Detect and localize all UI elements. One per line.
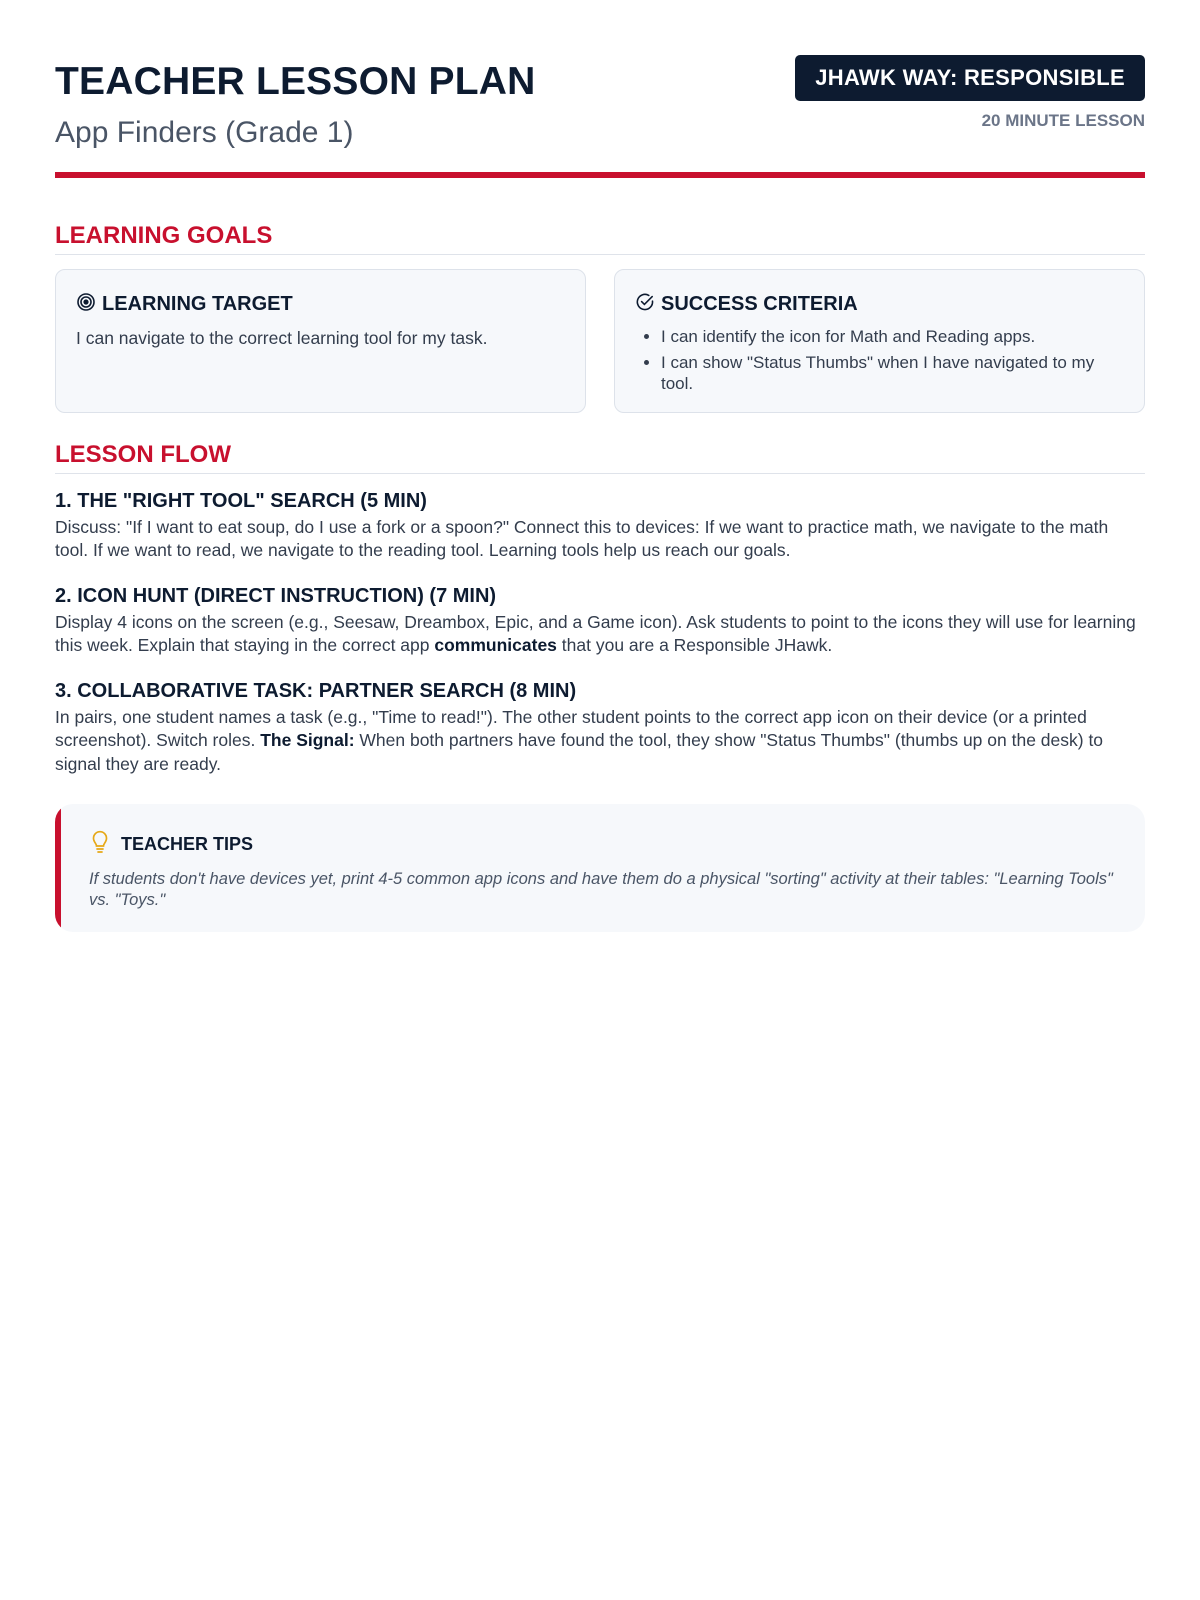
learning-goals-heading: LEARNING GOALS <box>55 222 1145 255</box>
lesson-step-2 <box>55 585 1145 658</box>
teacher-tips-title: TEACHER TIPS <box>121 833 254 854</box>
teacher-tips-text: If students don't have devices yet, print 4-5 common app icons and have them do a physical "sorting" activity at their tables: "Learning Tools" vs. "Toys." <box>89 869 1113 909</box>
teacher-tips-callout <box>55 804 1145 932</box>
success-criteria-title: SUCCESS CRITERIA <box>661 293 858 316</box>
learning-target-text: I can navigate to the correct learning tool for my task. <box>76 327 488 348</box>
step-body-text: that you are a Responsible JHawk. <box>556 635 833 656</box>
target-icon <box>76 292 96 318</box>
learning-target-card <box>55 269 586 413</box>
learning-goals-cards <box>55 269 1145 413</box>
list-item: • I can show "Status Thumbs" when I have navigated to my tool. <box>661 353 1124 394</box>
header-left <box>55 55 536 150</box>
step-body <box>55 706 1145 776</box>
step-body: Discuss: "If I want to eat soup, do I use a fork or a spoon?" Connect this to devices: If we want to practice math, we navigate to the math tool. If we want to read, we navigate to the reading tool. Learning tools help us reach our goals. <box>55 516 1109 561</box>
teacher-tips-header <box>89 830 1113 859</box>
lesson-duration: 20 MINUTE LESSON <box>981 111 1145 130</box>
step-title: 3. COLLABORATIVE TASK: PARTNER SEARCH (8 MIN) <box>55 679 577 702</box>
step-title: 1. THE "RIGHT TOOL" SEARCH (5 MIN) <box>55 489 427 512</box>
header-divider <box>55 172 1145 178</box>
learning-target-header <box>76 292 565 318</box>
step-body-emphasis: The Signal: <box>260 730 355 751</box>
check-circle-icon <box>635 292 655 318</box>
success-criteria-header <box>635 292 1124 318</box>
jhawk-way-badge: JHAWK WAY: RESPONSIBLE <box>795 55 1145 101</box>
header-right <box>795 55 1145 131</box>
step-body-text: When both partners have found the tool, they show "Status Thumbs" (thumbs up on the desk) to signal they are ready. <box>55 730 1104 774</box>
step-body <box>55 611 1145 658</box>
lightbulb-icon <box>89 830 111 859</box>
learning-target-title: LEARNING TARGET <box>102 293 293 316</box>
success-criteria-card <box>614 269 1145 413</box>
step-body-text: Display 4 icons on the screen (e.g., Seesaw, Dreambox, Epic, and a Game icon). Ask students to point to the icons they will use for learning this week. Explain that staying in the correct app <box>55 611 1136 656</box>
lesson-step-1 <box>55 490 1145 563</box>
list-item: • I can identify the icon for Math and Reading apps. <box>661 327 1124 347</box>
step-body-emphasis: communicates <box>434 635 557 656</box>
page-title: TEACHER LESSON PLAN <box>55 60 536 103</box>
lesson-step-3 <box>55 680 1145 776</box>
step-body-text: In pairs, one student names a task (e.g., "Time to read!"). The other student points to the correct app icon on their device (or a printed screenshot). Switch roles. <box>55 706 1087 751</box>
lesson-flow-heading: LESSON FLOW <box>55 441 1145 474</box>
page-subtitle: App Finders (Grade 1) <box>55 115 354 149</box>
header <box>55 55 1145 150</box>
success-criteria-list <box>635 327 1124 394</box>
step-title: 2. ICON HUNT (DIRECT INSTRUCTION) (7 MIN) <box>55 584 497 607</box>
